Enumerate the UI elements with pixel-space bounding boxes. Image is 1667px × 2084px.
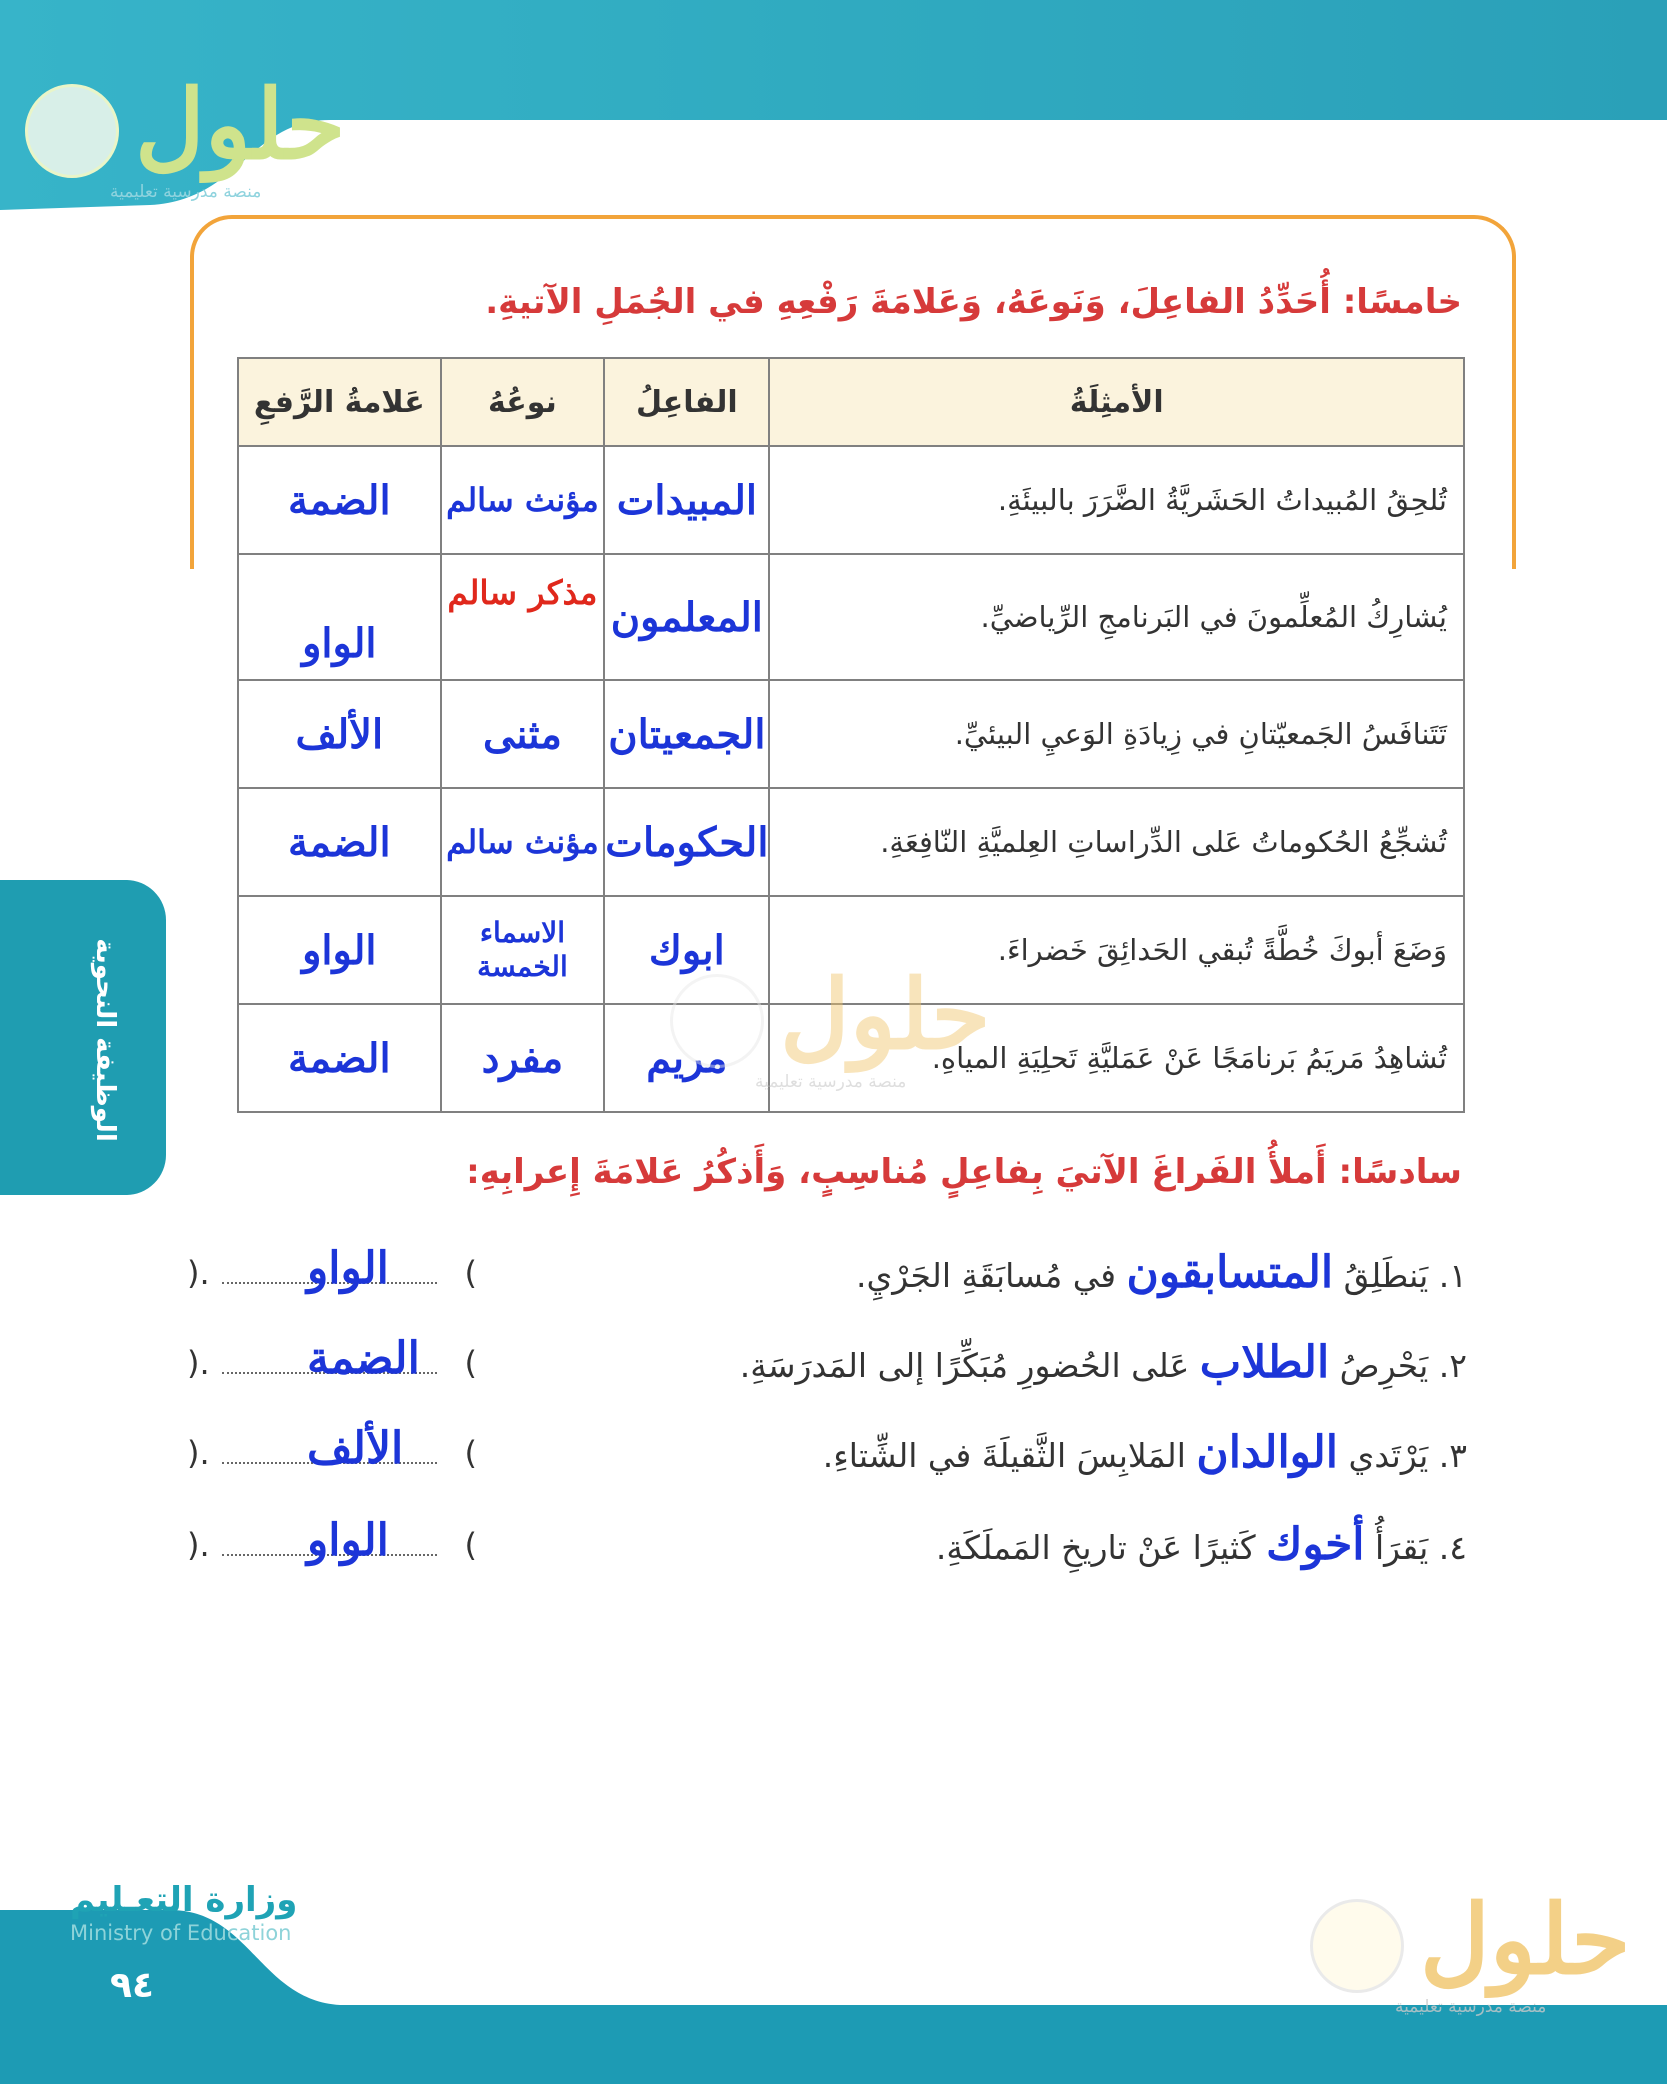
footer-logo-badge-icon bbox=[1310, 1899, 1404, 1993]
item-verb: يَنطَلِقُ bbox=[1343, 1256, 1429, 1295]
side-tab-label: الوظيفة النحوية bbox=[90, 938, 120, 1142]
footer-logo-tagline: منصة مدرسية تعليمية bbox=[1395, 1997, 1547, 2017]
example-cell: تُلحِقُ المُبيداتُ الحَشَريَّةُ الضَّرَرَ بالبيئَةِ. bbox=[769, 446, 1464, 554]
watermark-badge-icon bbox=[670, 974, 764, 1068]
subject-answer: المعلمون bbox=[604, 554, 769, 680]
ministry-logo bbox=[70, 1880, 330, 1950]
item-number: ٤. bbox=[1438, 1528, 1467, 1567]
type-answer: مؤنث سالم bbox=[441, 446, 605, 554]
halol-logo bbox=[25, 70, 365, 210]
halol-watermark bbox=[670, 960, 1010, 1110]
type-answer: مفرد bbox=[441, 1004, 605, 1112]
item-number: ٣. bbox=[1438, 1436, 1467, 1475]
type-answer: الاسماء الخمسة bbox=[441, 896, 605, 1004]
item-subject-answer[interactable]: الطلاب bbox=[1199, 1337, 1330, 1388]
mark-answer: الواو bbox=[307, 1243, 389, 1294]
footer-logo-wordmark: حلول bbox=[1420, 1883, 1631, 1996]
mark-answer: الألف bbox=[238, 680, 441, 788]
item-verb: يَرْتَدي bbox=[1348, 1436, 1429, 1475]
item-rest: المَلابِسَ الثَّقيلَةَ في الشِّتاءِ. bbox=[822, 1436, 1186, 1475]
subject-answer: ابوك bbox=[604, 896, 769, 1004]
watermark-wordmark: حلول bbox=[780, 958, 991, 1071]
item-rest: كَثيرًا عَنْ تاريخِ المَملَكَةِ. bbox=[935, 1528, 1256, 1567]
mark-answer: الواو bbox=[238, 896, 441, 1004]
col-mark: عَلامةُ الرَّفعِ bbox=[238, 358, 441, 446]
fill-item-1 bbox=[187, 1238, 1467, 1308]
item-verb: يَقرَأُ bbox=[1375, 1528, 1429, 1567]
item-verb: يَحْرِصُ bbox=[1339, 1346, 1429, 1385]
mark-answer: الواو bbox=[238, 554, 441, 680]
fill-item-sentence bbox=[936, 1510, 1467, 1583]
table-header-row bbox=[238, 358, 1464, 446]
logo-badge-icon bbox=[25, 84, 119, 178]
item-number: ٢. bbox=[1438, 1346, 1467, 1385]
mark-answer: الضمة bbox=[238, 1004, 441, 1112]
item-number: ١. bbox=[1438, 1256, 1467, 1295]
item-subject-answer[interactable]: أخوك bbox=[1266, 1519, 1365, 1570]
ministry-english: Ministry of Education bbox=[70, 1921, 292, 1945]
mark-blank[interactable]: ). الألف ( bbox=[187, 1418, 477, 1488]
mark-blank[interactable]: ). الضمة ( bbox=[187, 1328, 477, 1398]
fill-item-3 bbox=[187, 1418, 1467, 1488]
table-row bbox=[238, 446, 1464, 554]
watermark-tagline: منصة مدرسية تعليمية bbox=[755, 1072, 907, 1092]
type-answer: مثنى bbox=[441, 680, 605, 788]
fill-item-4 bbox=[187, 1510, 1467, 1580]
side-chapter-tab[interactable] bbox=[0, 880, 166, 1195]
example-cell: تَتَنافَسُ الجَمعيّتانِ في زِيادَةِ الوَعيِ البيئيِّ. bbox=[769, 680, 1464, 788]
item-subject-answer[interactable]: الوالدان bbox=[1196, 1427, 1339, 1478]
table-row bbox=[238, 788, 1464, 896]
subject-answer: الحكومات bbox=[604, 788, 769, 896]
type-answer: مذكر سالم bbox=[441, 554, 605, 680]
section6-heading: سادسًا: أَملأُ الفَراغَ الآتيَ بِفاعِلٍ مُناسِبٍ، وَأَذكُرُ عَلامَةَ إِعرابِهِ: bbox=[466, 1152, 1462, 1192]
item-subject-answer[interactable]: المتسابقون bbox=[1126, 1247, 1334, 1298]
halol-logo-footer bbox=[1310, 1885, 1655, 2025]
col-examples: الأمثِلَةُ bbox=[769, 358, 1464, 446]
type-answer: مؤنث سالم bbox=[441, 788, 605, 896]
subject-answer: مريم bbox=[604, 1004, 769, 1112]
example-cell: تُشجِّعُ الحُكوماتُ عَلى الدِّراساتِ العِلميَّةِ النّافِعَةِ. bbox=[769, 788, 1464, 896]
example-cell: تُشاهِدُ مَريَمُ بَرنامَجًا عَنْ عَمَليَّةِ تَحلِيَةِ المياهِ. bbox=[769, 1004, 1464, 1112]
mark-answer: الضمة bbox=[238, 788, 441, 896]
example-cell: وَضَعَ أبوكَ خُطَّةً تُبقي الحَدائِقَ خَضراءَ. bbox=[769, 896, 1464, 1004]
mark-blank[interactable]: ). الواو ( bbox=[187, 1238, 477, 1308]
mark-answer: الضمة bbox=[307, 1333, 420, 1384]
fill-item-sentence bbox=[823, 1418, 1467, 1491]
mark-answer: الضمة bbox=[238, 446, 441, 554]
subject-answer: المبيدات bbox=[604, 446, 769, 554]
fill-item-2 bbox=[187, 1328, 1467, 1398]
page-number: ٩٤ bbox=[110, 1965, 154, 2006]
item-rest: في مُسابَقَةِ الجَرْيِ. bbox=[855, 1256, 1117, 1295]
item-rest: عَلى الحُضورِ مُبَكِّرًا إلى المَدرَسَةِ. bbox=[739, 1346, 1190, 1385]
mark-answer: الألف bbox=[307, 1423, 404, 1474]
fill-item-sentence bbox=[740, 1328, 1467, 1401]
table-row bbox=[238, 680, 1464, 788]
table-row bbox=[238, 554, 1464, 680]
subject-answer: الجمعيتان bbox=[604, 680, 769, 788]
mark-blank[interactable]: ). الواو ( bbox=[187, 1510, 477, 1580]
logo-wordmark: حلول bbox=[135, 68, 346, 181]
col-subject: الفاعِلُ bbox=[604, 358, 769, 446]
ministry-arabic: وزارة التعـليم bbox=[70, 1880, 298, 1920]
logo-tagline: منصة مدرسية تعليمية bbox=[110, 182, 262, 202]
section5-heading: خامسًا: أُحَدِّدُ الفاعِلَ، وَنَوعَهُ، وَعَلامَةَ رَفْعِهِ في الجُمَلِ الآتيةِ. bbox=[485, 282, 1462, 322]
fill-item-sentence bbox=[856, 1238, 1467, 1311]
example-cell: يُشارِكُ المُعلِّمونَ في البَرنامجِ الرِّياضيِّ. bbox=[769, 554, 1464, 680]
col-type: نوعُهُ bbox=[441, 358, 605, 446]
mark-answer: الواو bbox=[307, 1515, 389, 1566]
